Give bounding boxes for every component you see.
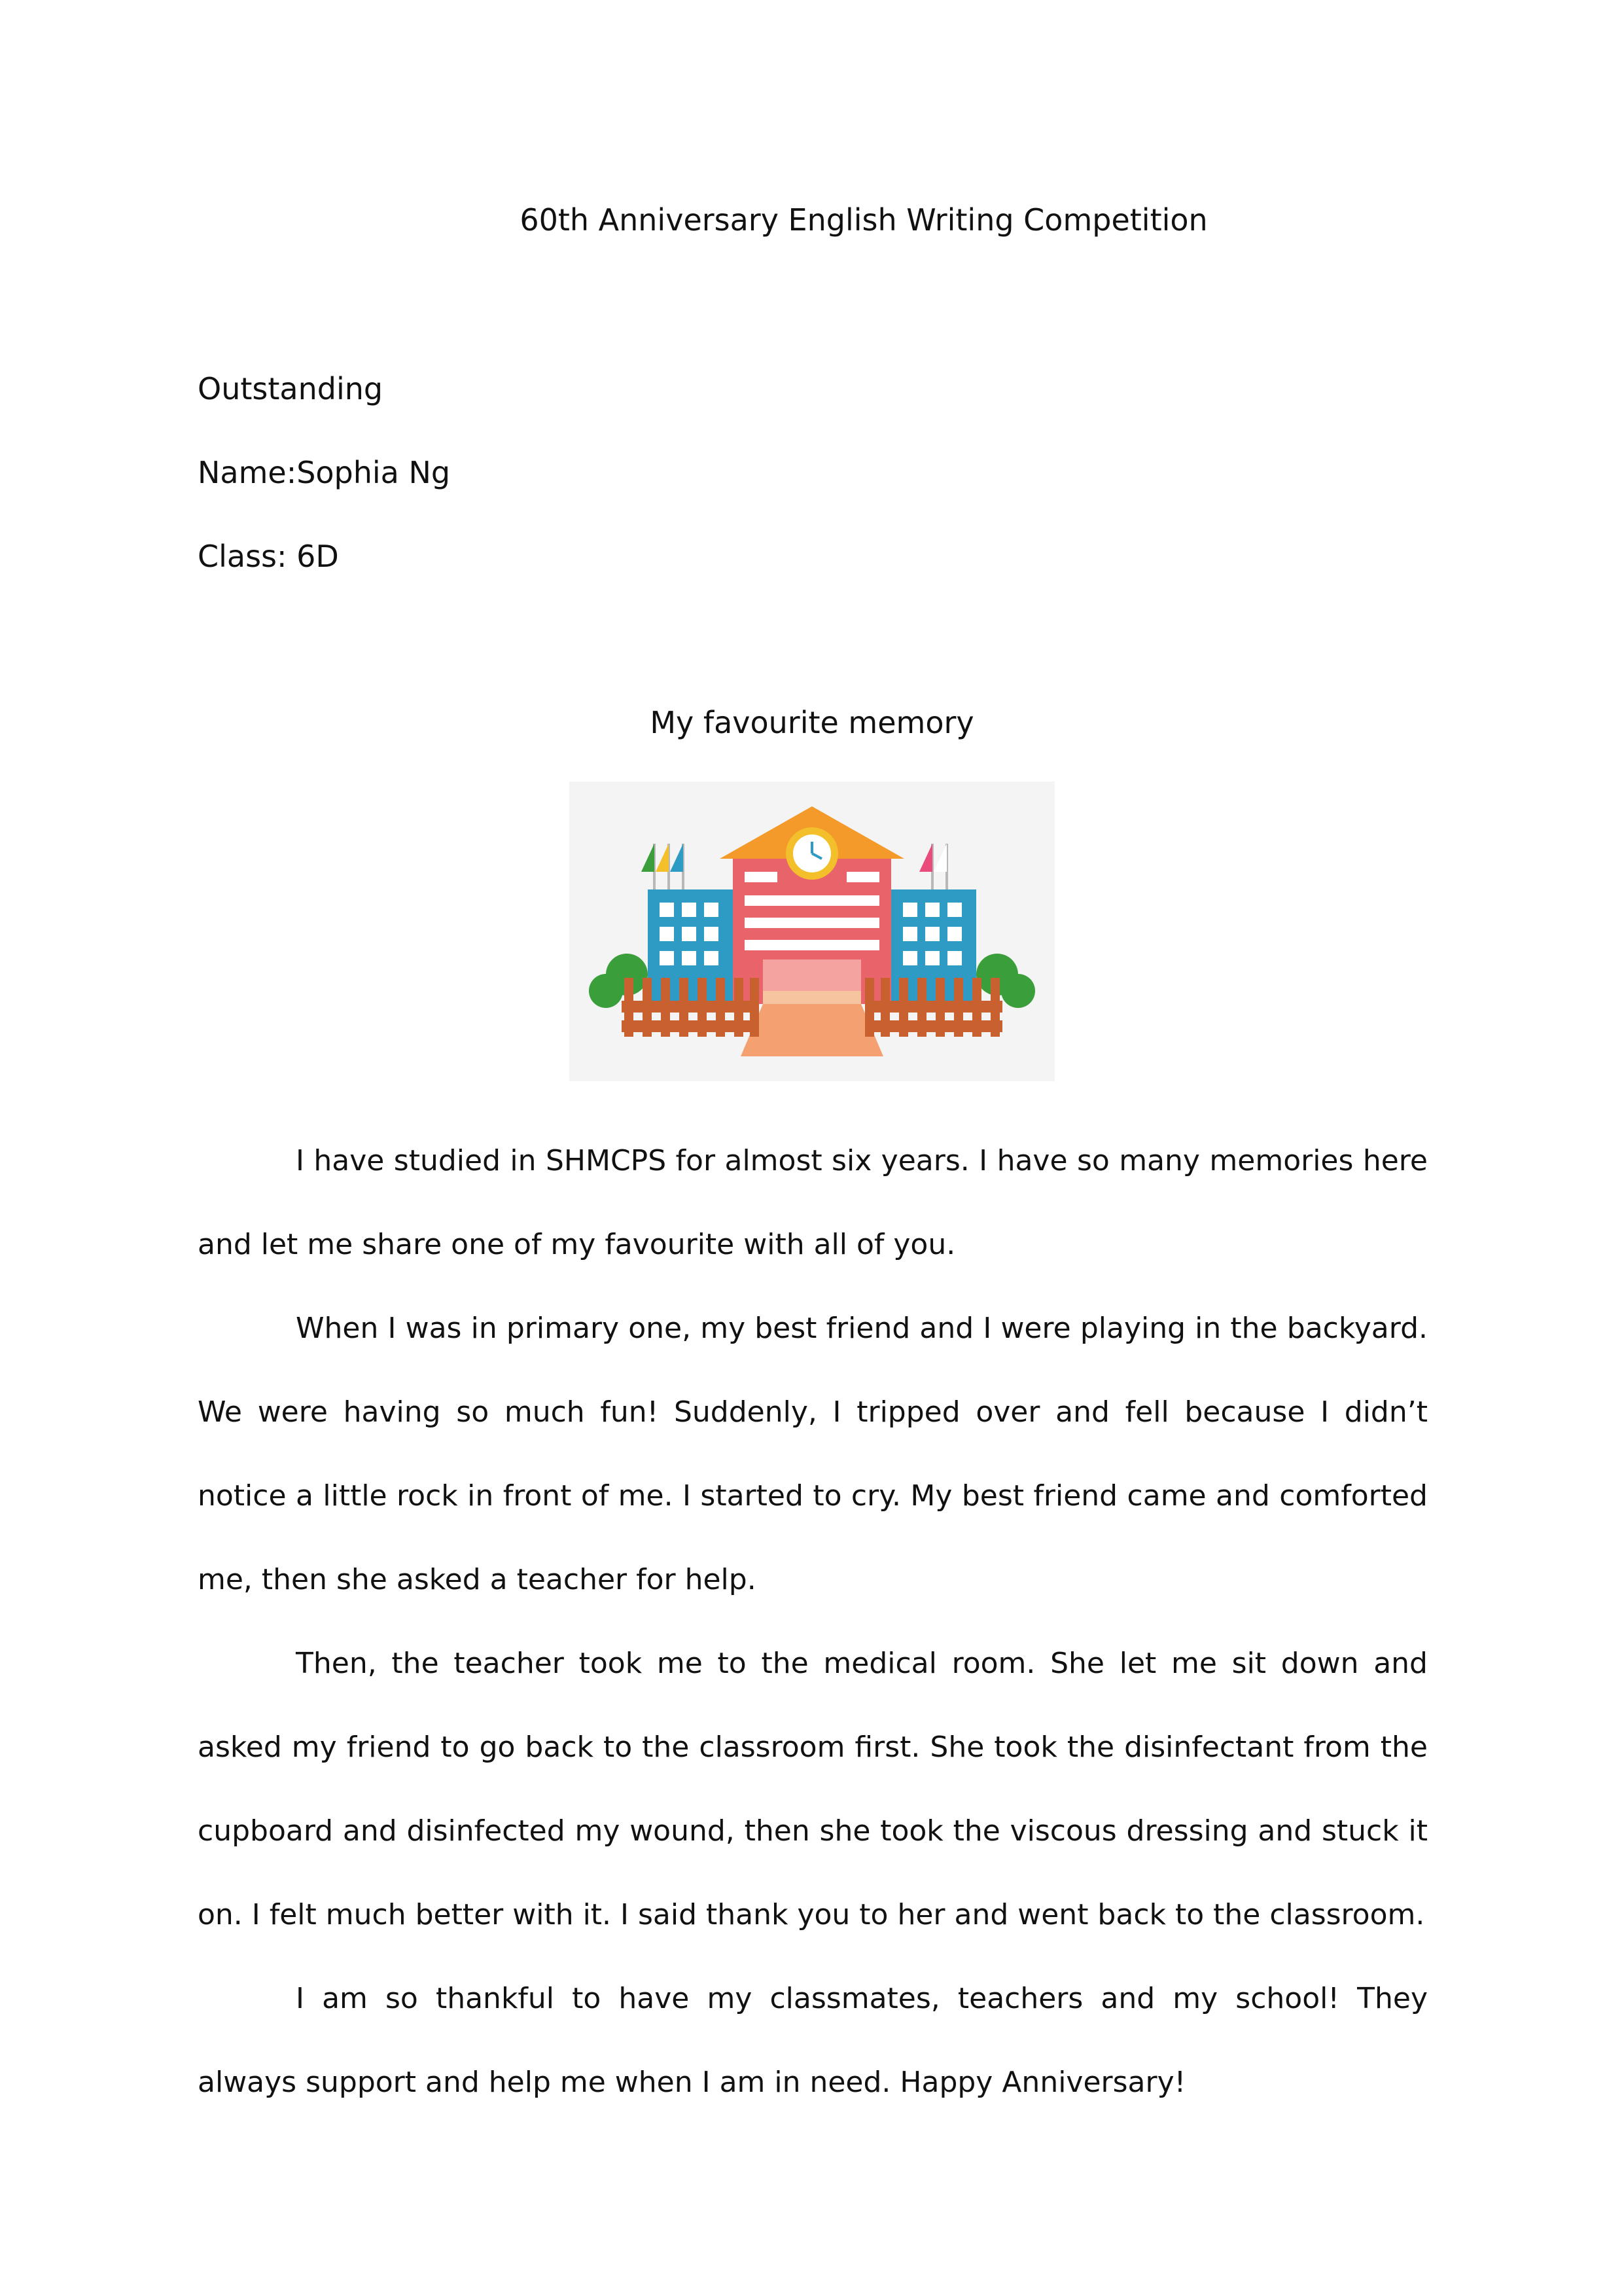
essay-paragraph-2: When I was in primary one, my best friend and I were playing in the backyard. We were having so much fun! Suddenly, I tripped over and fell because I didn’t notice a little rock in front of me. I started to cry. My best friend came and comforted me, then she asked a teacher for help. [198, 1312, 1428, 1596]
essay-paragraph-1: I have studied in SHMCPS for almost six years. I have so many memories here and let me share one of my favourite with all of you. [198, 1144, 1428, 1261]
essay-paragraph-4: I am so thankful to have my classmates, teachers and my school! They always support and help me when I am in need. Happy Anniversary! [198, 1982, 1428, 2099]
school-building-icon [569, 781, 1055, 1081]
essay-paragraph-3: Then, the teacher took me to the medical room. She let me sit down and asked my friend to go back to the classroom first. She took the disinfectant from the cupboard and disinfected my wound, then she took the viscous dressing and stuck it on. I felt much better with it. I said thank you to her and went back to the classroom. [198, 1647, 1428, 1931]
award-label: Outstanding [198, 371, 383, 406]
student-class: Class: 6D [198, 539, 339, 574]
competition-title: 60th Anniversary English Writing Competition [520, 202, 1208, 238]
essay-title: My favourite memory [650, 705, 974, 740]
essay-body [198, 1119, 1428, 2125]
student-name: Name:Sophia Ng [198, 455, 451, 490]
